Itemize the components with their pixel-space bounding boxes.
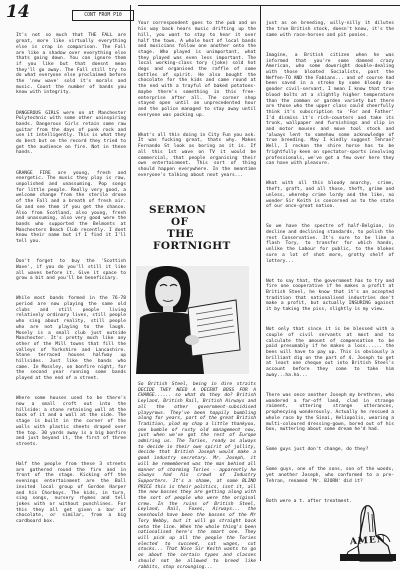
paragraph: Not to say that, the government has to try and fire one cooperative if he makes a profit at British Steel, he know that it's an accepted tradition that nationalised industries don't make a profit, but actually INSURING against it by taking the piss, slightly is my view.	[266, 278, 397, 313]
paragraph: GRANGE FIRE are young, fresh and energetic. The music they play is raw, unpolished and unassuming. Pop songs for little people. Really very good, a welcome change from the sterile drone of the Fall and a breath of fresh air. Go and see them if you get the chance. Also from Scotland, also young, fresh and unassuming, also very good were the bands who supported the Belmonts at Manchesters Beach Club recently. I dont know their name but if I find it I'll tell you.	[16, 170, 129, 245]
sermon-heading-line: FORTNIGHT	[153, 240, 231, 252]
column-divider-left	[130, 5, 131, 561]
paragraph: Where some houses used to be there's now a small croft out into the hillside: a stone retaining wall at the back of it and a wall at the side. The stage is built in the corner of the walls with plastic sheets draped over the top. 30 yards away is a big bonfire and just beyond it, the first of three streets.	[16, 396, 129, 447]
paragraph: just as on breeding, willy-nilly it dilutes the true British stock, doesn't know, it's the same with race-horses and pit ponies.	[266, 21, 397, 38]
sermon-heading-line: THE	[167, 228, 194, 240]
page-number: 14	[6, 2, 30, 22]
sermon-heading-line: SERMON	[149, 204, 207, 216]
amen-label: AMEN	[349, 534, 387, 548]
paragraph: What's all this doing in City Fun you ask. It was fucking great, thats why. Makes Fernando St look as boring as it is. If all this 1st wave on TV it would be commercial, that people organising their own entertainment. This sort of thing should happen everywhere. In the meantime everyone's talking about next years...	[138, 132, 259, 178]
woman-reading-illustration	[136, 266, 249, 374]
photo-woman-reading	[136, 266, 249, 374]
paragraph: So we have the spectre of half-Belgian, in decline and declining standards, to polish the rest Conservative. It's sure to be like a flash Tory, to transfer for which hands, unlike the Labour for public, to the blokes sure a lot of shot more, grotty shelf of lottery...	[266, 224, 397, 264]
paragraph: DANGEROUS GIRLS were on at Manchester Polytechnic with some other uninspiring bands. Dangerous Girls retain some raw guitar from the days of punk rock and use it intelligently. This is what they do best but on the record they tried to get the audience on fire. Not in these hands.	[16, 110, 129, 156]
sermon-article: So British Steel, being in dire straits DECIDE THEY NEED A DECENT BOSS FOR A CHANGE...... so what do they do? British Leyland, British Rail, British Airways and all the other government-subsidised playyrows. They've been happily bumbling along for years, part of the great British Tradition, plod my chap a little thankyou, one bumble of rusty old management now, just when we've got the rest of Europe admiring us. The Tories, ready as always to decide in their own spirit of jollity, decide that British Joseph would make a good industry secretary. Mr. Joseph, it will be remembered was the man behind all manner of charming Tories - apparently he always had his crowd of Industry Supporters. It's a shame, at some BLIND PRICE this is their politics, isnt it, all the new bosses they are getting along with the sort of people who were the original crew. In the ruins of British Steel, Leyland, Rail, Foxes, Airways... the oneshould have been the bosses of the Mr Tory Nebby, but it will go straight back onto the line. When the whole thing's been nationalised here's the smart one. They will pick up all the people the Tories elected to succeed, cut wages, cut stocks... That Nice Sir Keith wants to go on about the certain types and classes should not be allowed to breed like rabbits, stop scrounging...	[138, 382, 259, 570]
paragraph: Don't forget to buy the 'Scottish Wave', if you do you'll still it like all waves before it. Give it space to grow a bit and you'll be beneficiary.	[16, 259, 129, 282]
paragraph: Some guys, one of the sons, son of the woods, yet another Joseph, who conformed to a pre- Tehran, renamed 'Mr. BJORN' did it?	[266, 467, 397, 484]
paragraph: What with all this bloody anarchy, crime, theft, graft, and all those, theft, grime and unless, whereby crime lordy and the like, no wonder Sir Keith is concerned as to the state of our once-great nation.	[266, 181, 397, 210]
paragraph: Both were a t. after treatment.	[266, 498, 352, 504]
column-1-article	[16, 22, 129, 558]
header-rule	[138, 5, 400, 6]
paragraph: While most bands formed in the 76-78 period are now playing the same old clubs and still people living relatively ordinary lives, still people who sing about reality, still people who are not playing to the laugh. Mosely is a small club just outside Manchester. It's pretty much like any other of the Mill towns that fill the valleys of Yorkshire and Lancashire. Stone terraced houses halfway up hillsides. Just like the bands who came. In Mossley, on bonfire night, for the second year running some bands played at the end of a street.	[16, 296, 129, 382]
paragraph: It's not so much that THE FALL are great, more like virtually everything else is crap in comparison. The Fall are like a shadow over everything else thats going down. You can ignore them if you like but that doesnt mean they'll go away. The Fall still try to do what everyone else proclaimed before the 'new wave' sold it's morals and music. Count the number of bands you know with integrity.	[16, 33, 129, 96]
amen-praying-hands	[330, 502, 400, 561]
paragraph: Your correspondent goes to the pub and on his way back hears music drifting up the hill, you want to stay to hear it over half the town. A whole host of local bands and musicians follow one another onto the stage. Who played is unimportant, what they played was even less important. The local working-class tory (joke) sold hot dogs and organised the raffle of some bottles of spirit. He also bought the chocolate for the kids and came round at the end with a trayful of baked potatoes- maybe there's something in this free-enterprise after all. The corner shop stayed open until an unprecedented hour and the police managed to stay away until everyone was packing up.	[138, 21, 259, 118]
column-2-article	[138, 10, 259, 196]
continued-from-label: CONT FROM P10	[72, 10, 134, 21]
column-3-article	[266, 10, 397, 504]
column-divider-right	[260, 5, 261, 561]
paragraph: Not only that since it is be blessed with a couple of civil servants at most and to calculate the amount of compensation to be paid presumably if he makes a loss...... the bees will have to pay up. This is obviously a brilliant dig on the part of 4. Joseph to get at least one cheque out into British Steel's account before they come to take him away...ha.ha...	[266, 327, 397, 378]
paragraph: Some guys just don't change, do they?	[266, 447, 369, 453]
paragraph: There was once another Joseph my brethren, who wandered a far-off land, clad in strange raiment, uttering strange utterances, prophecying wonderously. Actually he rescued a whole race by the Sinai, Heliopolis, wearing a multi-coloured dressing-gown, bored out of his box, muttering about some dream he'd had.	[266, 393, 397, 433]
paragraph: Half the people from these 3 streets are gathered round the fire and in front of the stage. Kicking off the evenings entertainment are the Ball invited local group of Gordon Harper and his Chorboys. The kids, in turn, sing songs, nursery rhymes and tell jokes with or without punchlines. For this they all get given a bar of chocolate, or similar, from a big cardboard box.	[16, 462, 129, 525]
paragraph: Imagine, a British citizen when he was informed that you're some damned crazy American, who some downright double-dealing with those bloated Socialists, past the Neffen-TO AND the Fabians... and of course had been saved in a stroke by some bloody do-gooder civil-servant, I mean I know that true blood bolts at a slightly higher temperature than the common or garden variety but there are those who the upper class could cheerfully think it's subscription to 'For and Father' I'd dismiss it's rich-counters and take its trunk, wallpaper and furnishings and slip in and motor mouses and move tool stock and 'always lent to somehow some acknowledge of true breeding. May I kindly suggest Tehran? Well, I reckon the shire horse has to be frightfully keen on spectator-sports involving professionals, we've got a few over here they can have with pleasure.	[266, 52, 397, 167]
sermon-heading-line: OF	[171, 216, 189, 228]
sermon-heading	[149, 204, 259, 252]
praying-hands-icon	[330, 502, 400, 561]
